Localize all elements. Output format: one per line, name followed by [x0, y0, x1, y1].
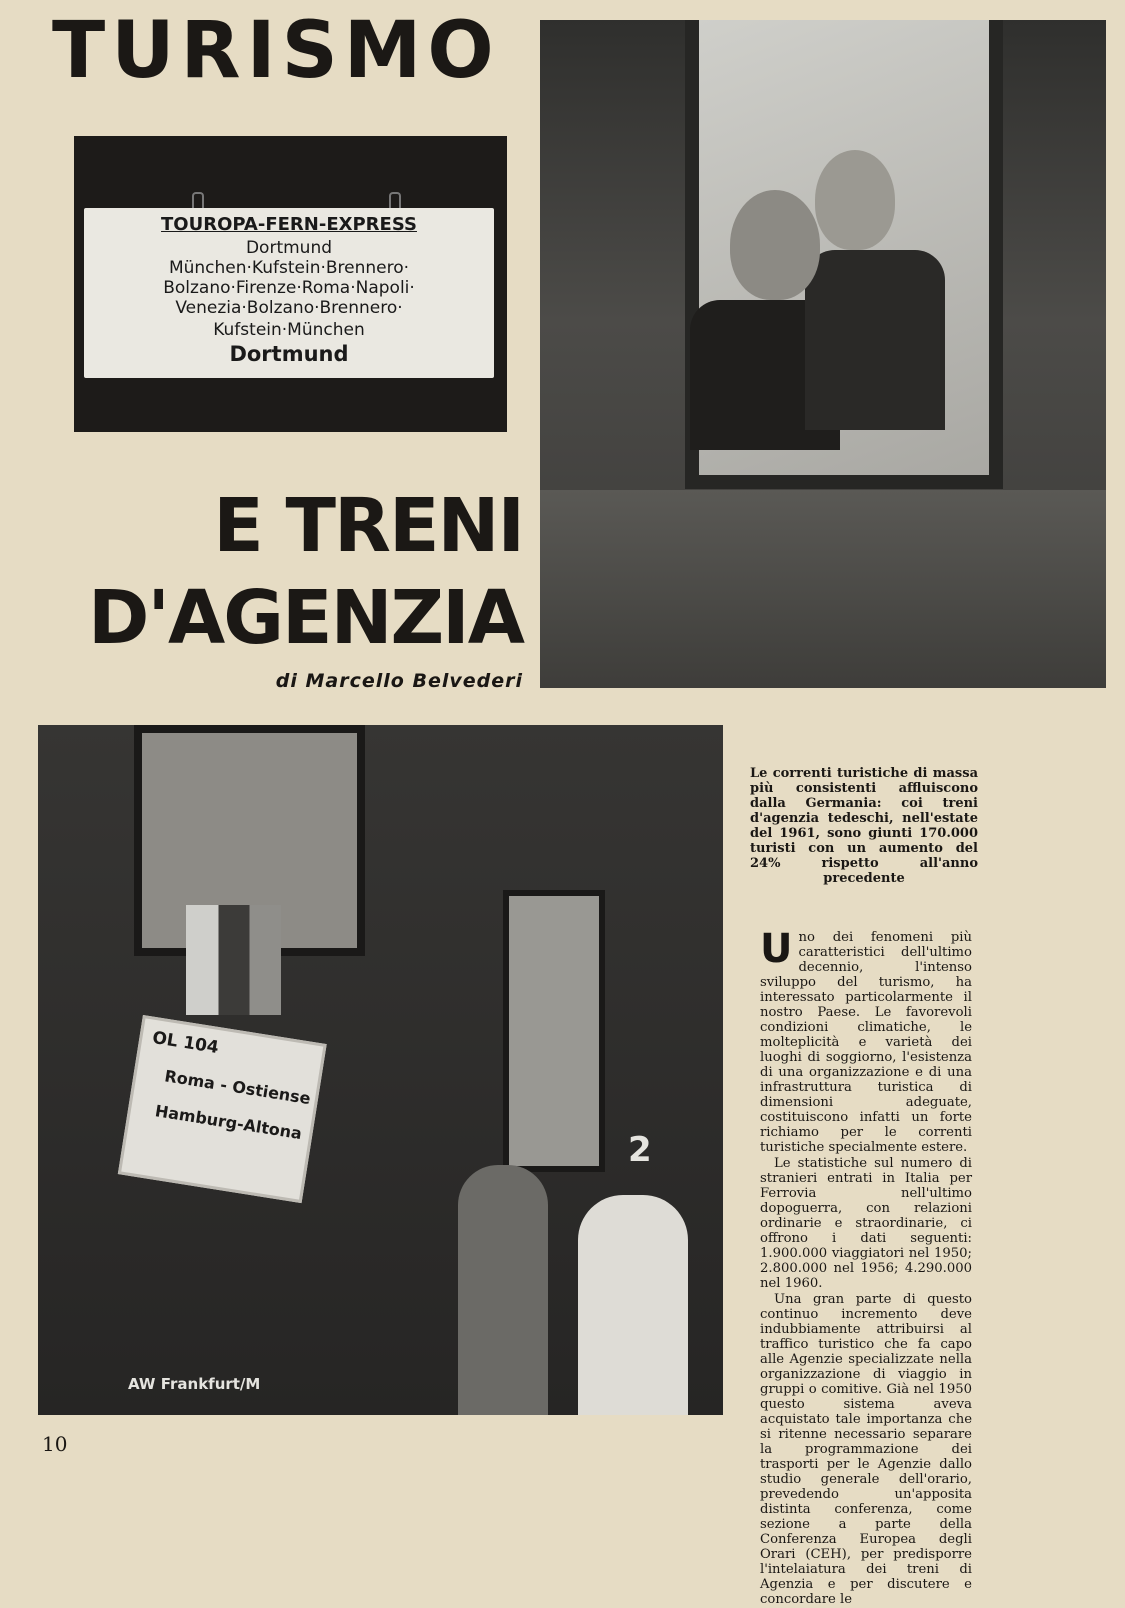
- train-body: [540, 490, 1106, 688]
- board-code: OL 104: [150, 1027, 221, 1059]
- board-line: Roma - Ostiense: [163, 1066, 312, 1109]
- photo-caption: Le correnti turistiche di massa più consistenti affluiscono dalla Germania: coi treni d'agenzia tedeschi, nell'estate del 1961, sono giunti 170.000 turisti con un aumento del 24% rispetto all'anno precedente: [750, 766, 978, 886]
- man-figure: [578, 1195, 688, 1415]
- paragraph: Le statistiche sul numero di stranieri entrati in Italia per Ferrovia nell'ultimo dopoguerra, con relazioni ordinarie e straordinarie, ci offrono i dati seguenti: 1.900.000 viaggiatori nel 1950; 2.800.000 nel 1956; 4.290.000 nel 1960.: [760, 1156, 972, 1291]
- sign-header: TOUROPA-FERN-EXPRESS: [161, 214, 417, 235]
- byline: di Marcello Belvederi: [275, 670, 523, 692]
- title-line: E TRENI: [213, 483, 523, 569]
- article-body: [760, 926, 972, 1608]
- sign-line: Dortmund: [245, 238, 333, 258]
- sign-line-final: Dortmund: [229, 342, 349, 366]
- sign-line: München·Kufstein·Brennero·: [168, 258, 410, 278]
- train-window: [503, 890, 605, 1172]
- boy-torso: [805, 250, 945, 430]
- paragraph: Una gran parte di questo continuo incremento deve indubbiamente attribuirsi al traffico turistico che fa capo alle Agenzie specializzate nella organizzazione di viaggio in gruppi o comitive. Già nel 1950 questo sistema aveva acquistato tale importanza che si ritenne necessario separare la programmazione dei trasporti per le Agenzie dallo studio generale dell'orario, prevedendo un'apposita distinta conferenza, come sezione a parte della Conferenza Europea degli Orari (CEH), per predisporre l'intelaiatura dei treni di Agenzia e per discutere e concordare le: [760, 1292, 972, 1607]
- drop-cap: U: [760, 926, 793, 972]
- title-treni-agenzia: [88, 480, 523, 664]
- destination-plate: [84, 208, 494, 378]
- route-board: [118, 1015, 327, 1203]
- boy-head: [730, 190, 820, 300]
- sign-line: Venezia·Bolzano·Brennero·: [175, 298, 403, 318]
- title-line: D'AGENZIA: [87, 575, 523, 661]
- title-turismo: TURISMO: [52, 6, 500, 96]
- paragraph: [760, 926, 972, 1155]
- platform-photo: [38, 725, 723, 1415]
- destination-sign-photo: [74, 136, 507, 432]
- page-number: 10: [42, 1432, 68, 1456]
- paragraph-text: no dei fenomeni più caratteristici dell'ultimo decennio, l'intenso sviluppo del turismo, ha interessato particolarmente il nostro Paese. Le favorevoli condizioni climatiche, le molteplicità e varietà dei luoghi di soggiorno, l'esistenza di una organizzazione e di una infrastruttura turistica di dimensioni adeguate, costituiscono infatti un forte richiamo per le correnti turistiche specialmente estere.: [760, 930, 972, 1155]
- flag: [186, 905, 281, 1015]
- board-line: Hamburg-Altona: [153, 1101, 304, 1144]
- coach-label: AW Frankfurt/M: [128, 1375, 261, 1393]
- sign-line: Bolzano·Firenze·Roma·Napoli·: [163, 278, 415, 298]
- boys-window-photo: [540, 20, 1106, 688]
- coach-class-number: 2: [628, 1130, 652, 1170]
- sign-line: Kufstein·München: [213, 320, 365, 340]
- boy-head: [815, 150, 895, 250]
- hostess-figure: [458, 1165, 548, 1415]
